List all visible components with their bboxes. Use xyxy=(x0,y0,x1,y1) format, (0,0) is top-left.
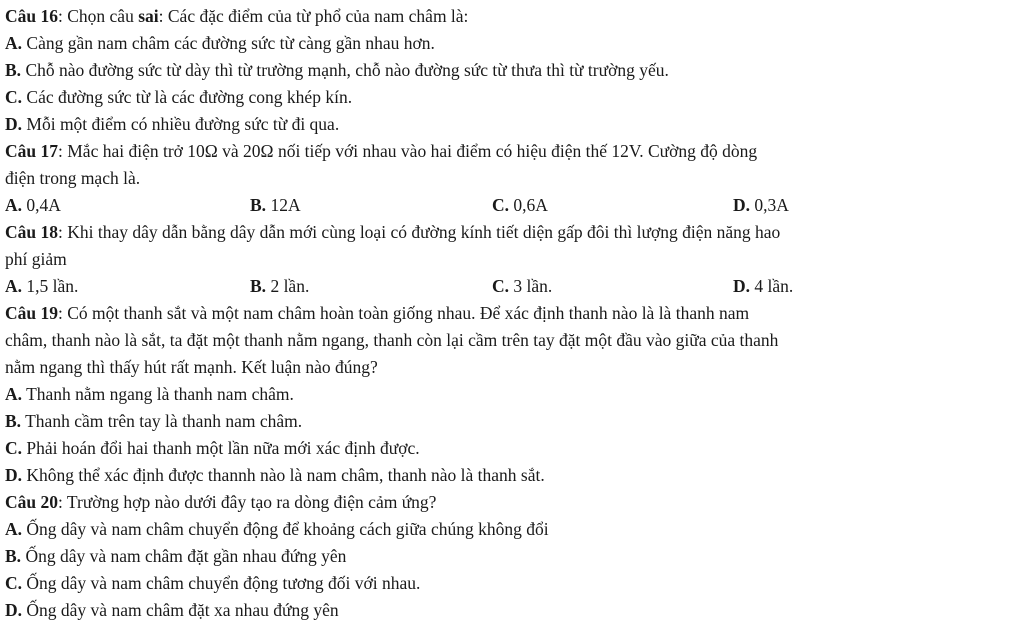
option-text: 2 lần. xyxy=(266,276,310,296)
q19-option-a xyxy=(5,383,294,405)
q17-option-b xyxy=(250,194,301,216)
q16-stem-bold: sai xyxy=(138,6,159,26)
q16-number: Câu 16 xyxy=(5,6,58,26)
q20-option-a xyxy=(5,518,549,540)
q18-number: Câu 18 xyxy=(5,222,58,242)
q17-option-a xyxy=(5,194,61,216)
q20-number: Câu 20 xyxy=(5,492,58,512)
option-text: 0,3A xyxy=(750,195,789,215)
q18-option-a xyxy=(5,275,78,297)
q18-stem-line-2: phí giảm xyxy=(5,249,67,269)
option-text: Thanh nằm ngang là thanh nam châm. xyxy=(22,384,294,404)
q20-stem-text: : Trường hợp nào dưới đây tạo ra dòng điện cảm ứng? xyxy=(58,492,437,512)
option-text: 0,6A xyxy=(509,195,548,215)
q20-stem xyxy=(5,491,436,513)
option-letter: B. xyxy=(5,60,22,80)
option-letter: B. xyxy=(250,195,267,215)
q17-stem-text: : Mắc hai điện trở 10Ω và 20Ω nối tiếp với nhau vào hai điểm có hiệu điện thế 12V. Cường độ dòng xyxy=(58,141,758,161)
q16-option-a xyxy=(5,32,435,54)
q16-stem-pre: : Chọn câu xyxy=(58,6,139,26)
q18-option-c xyxy=(492,275,552,297)
q18-option-b xyxy=(250,275,309,297)
option-letter: A. xyxy=(5,519,23,539)
option-letter: A. xyxy=(5,276,23,296)
option-text: Ống dây và nam châm chuyển động tương đối với nhau. xyxy=(22,573,421,593)
option-text: Không thể xác định được thannh nào là nam châm, thanh nào là thanh sắt. xyxy=(22,465,545,485)
exam-page xyxy=(5,0,1019,628)
option-text: Ống dây và nam châm đặt xa nhau đứng yên xyxy=(22,600,339,620)
option-letter: B. xyxy=(250,276,267,296)
option-letter: A. xyxy=(5,195,23,215)
q16-option-c xyxy=(5,86,352,108)
option-letter: B. xyxy=(5,546,22,566)
option-letter: C. xyxy=(492,195,510,215)
q18-stem-text: : Khi thay dây dẫn bằng dây dẫn mới cùng loại có đường kính tiết diện gấp đôi thì lượng điện năng hao xyxy=(58,222,781,242)
q17-number: Câu 17 xyxy=(5,141,58,161)
q17-stem-line-1 xyxy=(5,140,757,162)
option-letter: C. xyxy=(5,438,23,458)
option-text: Các đường sức từ là các đường cong khép kín. xyxy=(22,87,353,107)
option-text: 3 lần. xyxy=(509,276,553,296)
option-text: Ống dây và nam châm chuyển động để khoảng cách giữa chúng không đổi xyxy=(22,519,549,539)
q19-stem-line-2: châm, thanh nào là sắt, ta đặt một thanh nằm ngang, thanh còn lại cầm trên tay đặt một đầu vào giữa của thanh xyxy=(5,330,779,350)
option-text: 12A xyxy=(266,195,301,215)
q19-stem-text: : Có một thanh sắt và một nam châm hoàn toàn giống nhau. Để xác định thanh nào là là thanh nam xyxy=(58,303,750,323)
q19-option-d xyxy=(5,464,545,486)
q16-stem xyxy=(5,5,468,27)
option-text: Mỗi một điểm có nhiều đường sức từ đi qua. xyxy=(22,114,340,134)
option-text: 0,4A xyxy=(22,195,61,215)
option-letter: B. xyxy=(5,411,22,431)
option-letter: D. xyxy=(733,195,751,215)
q18-option-d xyxy=(733,275,793,297)
option-letter: D. xyxy=(5,114,23,134)
q16-stem-post: : Các đặc điểm của từ phổ của nam châm là: xyxy=(158,6,469,26)
q19-stem-line-3: nằm ngang thì thấy hút rất mạnh. Kết luận nào đúng? xyxy=(5,357,378,377)
q16-option-b xyxy=(5,59,669,81)
option-letter: D. xyxy=(5,465,23,485)
option-letter: D. xyxy=(5,600,23,620)
option-letter: C. xyxy=(492,276,510,296)
option-letter: C. xyxy=(5,87,23,107)
option-text: Phải hoán đổi hai thanh một lần nữa mới xác định được. xyxy=(22,438,420,458)
option-text: Càng gần nam châm các đường sức từ càng gần nhau hơn. xyxy=(22,33,435,53)
q17-stem-line-2: điện trong mạch là. xyxy=(5,168,141,188)
option-text: Ống dây và nam châm đặt gần nhau đứng yên xyxy=(21,546,347,566)
q19-number: Câu 19 xyxy=(5,303,58,323)
option-letter: A. xyxy=(5,384,23,404)
q19-option-b xyxy=(5,410,302,432)
q19-stem-line-1 xyxy=(5,302,749,324)
option-letter: C. xyxy=(5,573,23,593)
option-text: Chỗ nào đường sức từ dày thì từ trường mạnh, chỗ nào đường sức từ thưa thì từ trường yếu. xyxy=(21,60,669,80)
option-text: Thanh cầm trên tay là thanh nam châm. xyxy=(21,411,303,431)
q19-option-c xyxy=(5,437,420,459)
q16-option-d xyxy=(5,113,339,135)
q20-option-d xyxy=(5,599,339,621)
option-text: 4 lần. xyxy=(750,276,794,296)
q20-option-c xyxy=(5,572,420,594)
option-letter: D. xyxy=(733,276,751,296)
q20-option-b xyxy=(5,545,346,567)
q17-option-c xyxy=(492,194,548,216)
q17-option-d xyxy=(733,194,789,216)
option-text: 1,5 lần. xyxy=(22,276,79,296)
option-letter: A. xyxy=(5,33,23,53)
q18-stem-line-1 xyxy=(5,221,780,243)
